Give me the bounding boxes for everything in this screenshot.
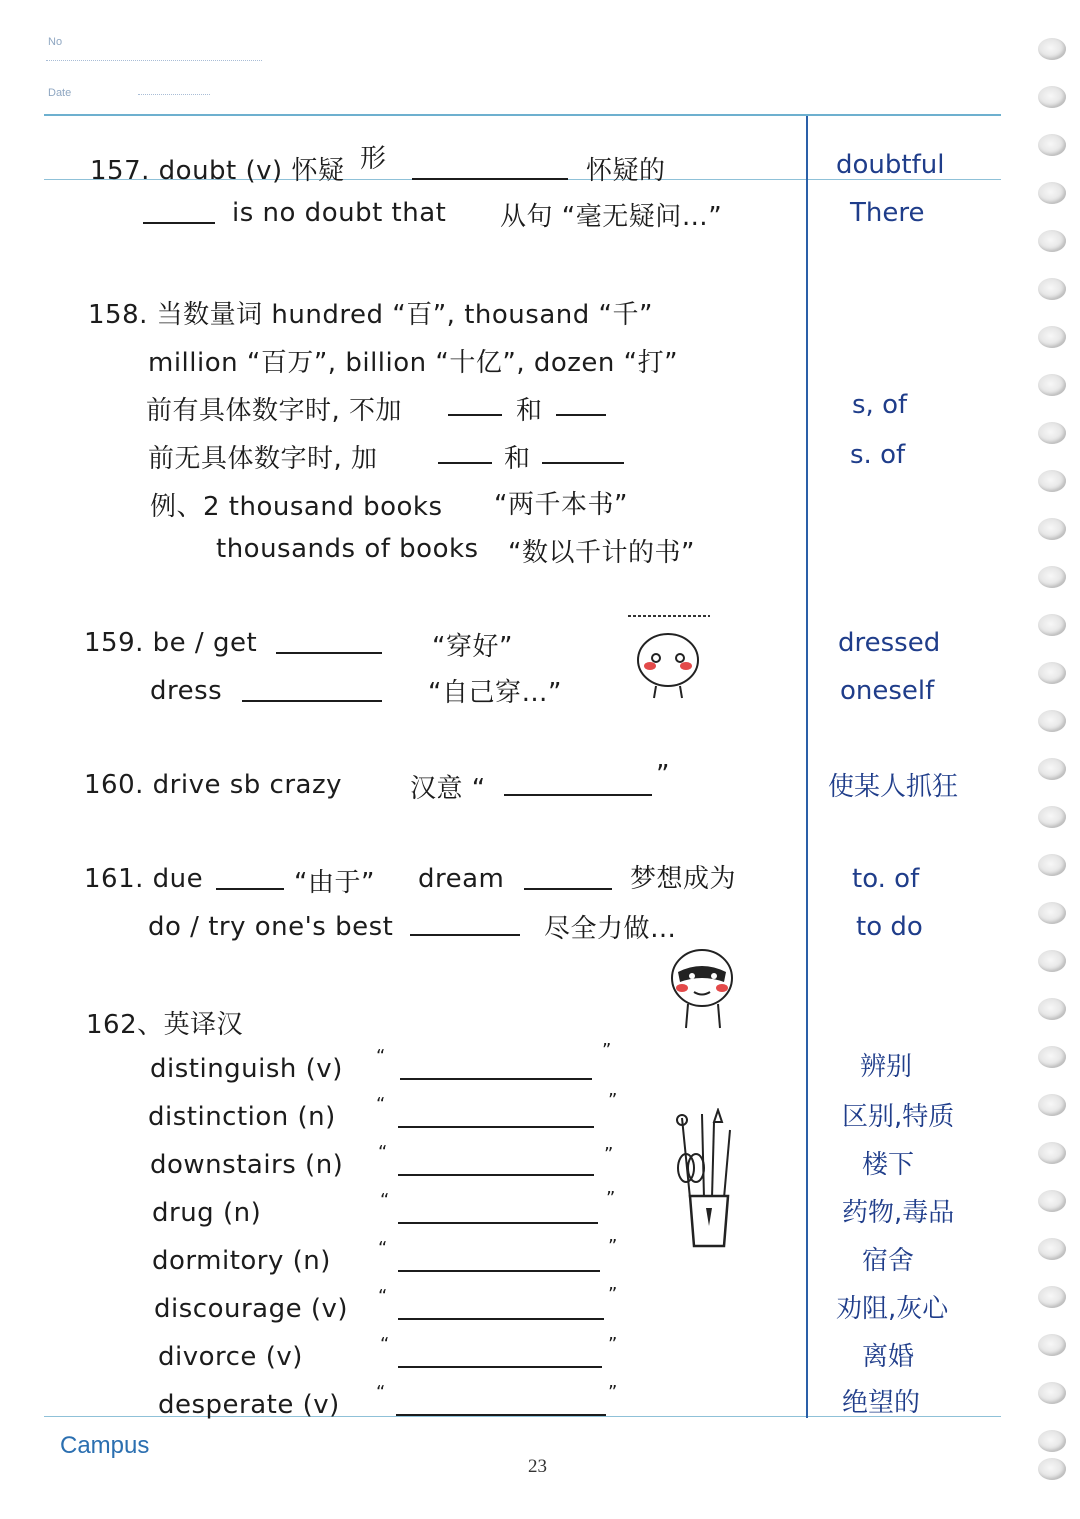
binding-hole <box>1038 134 1066 156</box>
open-quote: “ <box>378 1286 388 1307</box>
answer-157-1: doubtful <box>836 150 945 180</box>
blank-160-1[interactable] <box>504 794 652 796</box>
close-quote: ” <box>608 1236 618 1257</box>
answer-158-2: s. of <box>850 440 906 470</box>
blank-158-4[interactable] <box>542 462 624 464</box>
vocab-answer: 劝阻,灰心 <box>836 1294 949 1324</box>
item-157-text: 157. doubt (v) 怀疑 <box>90 156 345 186</box>
binding-hole <box>1038 1382 1066 1404</box>
binding-hole <box>1038 950 1066 972</box>
answer-161-1: to. of <box>852 864 920 894</box>
binding-hole <box>1038 422 1066 444</box>
vocab-blank[interactable] <box>398 1174 594 1176</box>
binding-hole <box>1038 662 1066 684</box>
item-160-quote-end: ” <box>656 760 670 790</box>
spiral-binding <box>1038 30 1070 1480</box>
blank-158-3[interactable] <box>438 462 492 464</box>
close-quote: ” <box>608 1284 618 1305</box>
close-quote: ” <box>608 1334 618 1355</box>
item-157-meaning: 怀疑的 <box>586 156 666 186</box>
vocab-answer: 辨别 <box>860 1052 913 1082</box>
binding-hole <box>1038 1046 1066 1068</box>
vocab-word: dormitory (n) <box>152 1246 331 1276</box>
item-158-example-1-cn: “两千本书” <box>494 490 628 520</box>
close-quote: ” <box>604 1144 614 1165</box>
binding-hole <box>1038 614 1066 636</box>
item-158-example-2: thousands of books <box>216 534 479 564</box>
item-157-line2-cn: 从句 “毫无疑问…” <box>500 202 723 232</box>
masked-cartoon-face-doodle <box>664 944 744 1034</box>
vocab-blank[interactable] <box>396 1414 606 1416</box>
blank-161-3[interactable] <box>410 934 520 936</box>
item-160-line1: 160. drive sb crazy <box>84 770 342 800</box>
answer-159-1: dressed <box>838 628 941 658</box>
open-quote: “ <box>380 1190 390 1211</box>
item-161-line1: 161. due <box>84 864 204 894</box>
vocab-blank[interactable] <box>398 1270 600 1272</box>
vocab-blank[interactable] <box>398 1222 598 1224</box>
item-158-line4-and: 和 <box>504 444 531 474</box>
vocab-word: discourage (v) <box>154 1294 349 1324</box>
item-158-line1: 158. 当数量词 hundred “百”, thousand “千” <box>88 300 653 330</box>
item-158-example-1: 例、2 thousand books <box>150 492 443 522</box>
close-quote: ” <box>608 1382 618 1403</box>
binding-hole <box>1038 1334 1066 1356</box>
vocab-answer: 楼下 <box>862 1150 915 1180</box>
binding-hole <box>1038 1286 1066 1308</box>
binding-hole <box>1038 1430 1066 1452</box>
binding-hole <box>1038 758 1066 780</box>
answer-159-2: oneself <box>840 676 935 706</box>
blank-159-2[interactable] <box>242 700 382 702</box>
close-quote: ” <box>606 1188 616 1209</box>
vocab-word: distinguish (v) <box>150 1054 343 1084</box>
binding-hole <box>1038 902 1066 924</box>
vocab-blank[interactable] <box>398 1366 602 1368</box>
open-quote: “ <box>378 1238 388 1259</box>
no-dotted-line <box>46 60 262 61</box>
item-159-line2-cn: “自己穿…” <box>428 678 562 708</box>
item-162-title: 162、英译汉 <box>86 1010 244 1040</box>
item-158-line3-and: 和 <box>516 396 543 426</box>
vocab-word: desperate (v) <box>158 1390 340 1420</box>
item-161-line2: do / try one's best <box>148 912 394 942</box>
vocab-word: divorce (v) <box>158 1342 303 1372</box>
item-157-adj-hint: 形 <box>360 144 387 174</box>
binding-hole <box>1038 86 1066 108</box>
vocab-word: distinction (n) <box>148 1102 336 1132</box>
blank-161-1[interactable] <box>216 888 284 890</box>
vocab-word: downstairs (n) <box>150 1150 344 1180</box>
blank-157-2[interactable] <box>143 222 215 224</box>
binding-hole <box>1038 230 1066 252</box>
answer-161-2: to do <box>856 912 923 942</box>
binding-hole <box>1038 374 1066 396</box>
item-159-line1: 159. be / get <box>84 628 258 658</box>
vocab-blank[interactable] <box>398 1126 594 1128</box>
binding-hole <box>1038 518 1066 540</box>
vocab-answer: 绝望的 <box>842 1388 921 1418</box>
binding-hole <box>1038 38 1066 60</box>
vocab-answer: 离婚 <box>862 1342 915 1372</box>
binding-hole <box>1038 806 1066 828</box>
answer-158-1: s, of <box>852 390 908 420</box>
no-label: No <box>48 36 63 48</box>
date-dots <box>138 94 210 95</box>
page-number: 23 <box>528 1456 547 1477</box>
item-159-line2: dress <box>150 676 223 706</box>
vocab-answer: 区别,特质 <box>842 1102 955 1132</box>
date-label: Date <box>48 87 72 99</box>
binding-hole <box>1038 1094 1066 1116</box>
binding-hole <box>1038 470 1066 492</box>
cartoon-face-doodle <box>626 612 716 702</box>
vocab-answer: 宿舍 <box>862 1246 915 1276</box>
binding-hole <box>1038 1190 1066 1212</box>
binding-hole <box>1038 326 1066 348</box>
item-158-example-2-cn: “数以千计的书” <box>508 538 695 568</box>
item-158-line3: 前有具体数字时, 不加 <box>146 396 403 426</box>
close-quote: ” <box>602 1040 612 1061</box>
answer-160-1: 使某人抓狂 <box>828 772 959 802</box>
item-158-line4: 前无具体数字时, 加 <box>148 444 378 474</box>
pencil-cup-doodle <box>668 1108 746 1250</box>
binding-hole <box>1038 710 1066 732</box>
blank-159-1[interactable] <box>276 652 382 654</box>
answer-157-2: There <box>850 198 925 228</box>
answer-column-divider <box>806 116 808 1418</box>
binding-hole <box>1038 998 1066 1020</box>
blank-158-2[interactable] <box>556 414 606 416</box>
item-161-dream-cn: 梦想成为 <box>630 864 737 894</box>
item-161-line2-cn: 尽全力做… <box>544 914 677 944</box>
open-quote: “ <box>376 1382 386 1403</box>
item-157-line2: is no doubt that <box>232 198 447 228</box>
blank-158-1[interactable] <box>448 414 502 416</box>
item-160-cn: 汉意 “ <box>410 774 486 804</box>
item-158-line2: million “百万”, billion “十亿”, dozen “打” <box>148 348 679 378</box>
close-quote: ” <box>608 1090 618 1111</box>
binding-hole <box>1038 278 1066 300</box>
blank-157-1[interactable] <box>412 178 568 180</box>
vocab-blank[interactable] <box>398 1318 604 1320</box>
item-161-due-cn: “由于” <box>294 868 375 898</box>
binding-hole <box>1038 1142 1066 1164</box>
binding-hole <box>1038 1238 1066 1260</box>
brand-logo: Campus <box>60 1432 150 1459</box>
binding-hole <box>1038 182 1066 204</box>
top-rule <box>44 114 1001 116</box>
vocab-word: drug (n) <box>152 1198 262 1228</box>
open-quote: “ <box>376 1046 386 1067</box>
item-161-dream: dream <box>418 864 505 894</box>
blank-161-2[interactable] <box>524 888 612 890</box>
open-quote: “ <box>380 1334 390 1355</box>
open-quote: “ <box>378 1142 388 1163</box>
binding-hole <box>1038 854 1066 876</box>
open-quote: “ <box>376 1094 386 1115</box>
vocab-answer: 药物,毒品 <box>842 1198 955 1228</box>
vocab-blank[interactable] <box>400 1078 592 1080</box>
item-159-line1-cn: “穿好” <box>432 632 513 662</box>
binding-hole <box>1038 566 1066 588</box>
binding-hole <box>1038 1458 1066 1480</box>
